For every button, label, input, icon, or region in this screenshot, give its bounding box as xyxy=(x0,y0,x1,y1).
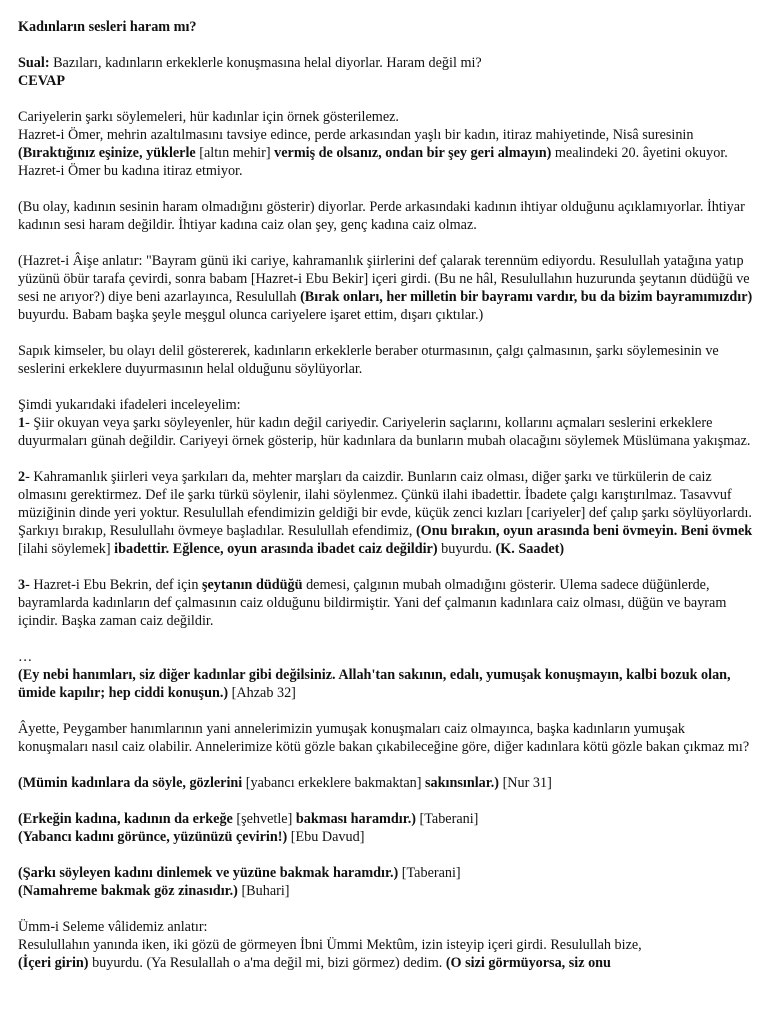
item-number: 1 xyxy=(18,415,26,431)
paragraph-7: 3- Hazret-i Ebu Bekrin, def için şeytanın düdüğü demesi, çalgının mubah olmadığını gösterir. Ulema sadece düğünlerde, bayramlarda kadınların def çalmasının caiz olduğunu bildirmiştir. Yani def çalmanın kadınlara caiz olması, düğün ve bayram içindir. Başka zaman caiz değildir. xyxy=(18,577,727,629)
paragraph-6: 2- Kahramanlık şiirleri veya şarkıları da, mehter marşları da caizdir. Bunların caiz olması, diğer şarkı ve türkülerin de caiz olmasını gerektirmez. Def ile şarkı türkü söylenir, ilahi söylenmez. Çünkü ilahi ibadettir. İbadete çalgı karıştırılmaz. Tasavvuf müziğinin dinde yeri yoktur. Resulullah efendimizin geldiği bir evde, küçük zenci kızları [cariyeler] def çalıp şarkı söylüyorlardı. Şarkıyı bırakıp, Resulullahı övmeye başladılar. Resulullah efendimiz, (Onu bırakın, oyun arasında beni övmeyin. Beni övmek [ilahi söylemek] ibadettir. Eğlence, oyun arasında ibadet caiz değildir) buyurdu. (K. Saadet) xyxy=(18,469,753,557)
question-label: Sual: xyxy=(18,55,50,71)
paragraph-5: Şimdi yukarıdaki ifadeleri inceleyelim: 1- Şiir okuyan veya şarkı söyleyenler, hür kadın değil cariyedir. Cariyelerin saçlarını, kollarını açmaları seslerini erkeklere duyurmaları günah değildir. Cariyeyi örnek gösterip, hür kadınlara da bunların mubah olacağını söylemek Müslümana yakışmaz. xyxy=(18,397,751,449)
paragraph-9: Âyette, Peygamber hanımlarının yani annelerimizin yumuşak konuşmaları caiz olmayınca, başka kadınların yumuşak konuşmaları nasıl caiz olabilir. Annelerimize kötü gözle bakan çıkabileceğine göre, diğer kadınlara kötü gözle bakan çıkmaz mı? xyxy=(18,721,750,755)
ellipsis: … xyxy=(18,649,33,665)
question xyxy=(18,54,753,72)
paragraph-4: Sapık kimseler, bu olayı delil göstererek, kadınların erkeklerle beraber oturmasının, çalgı çalmasının, şarkı söylemesinin ve seslerini erkeklere duyurmasının helal olduğunu söylüyorlar. xyxy=(18,343,719,377)
item-number: 2 xyxy=(18,469,26,485)
paragraph-8: … (Ey nebi hanımları, siz diğer kadınlar gibi değilsiniz. Allah'tan sakının, edalı, yumuşak konuşmayın, kalbi bozuk olan, ümide kapılır; hep ciddi konuşun.) [Ahzab 32] xyxy=(18,649,731,701)
paragraph-12: (Şarkı söyleyen kadını dinlemek ve yüzüne bakmak haramdır.) [Taberani] (Namahreme bakmak göz zinasıdır.) [Buhari] xyxy=(18,865,461,899)
answer-heading: CEVAP xyxy=(18,73,66,89)
paragraph-11: (Erkeğin kadına, kadının da erkeğe [şehvetle] bakması haramdır.) [Taberani] (Yabancı kadını görünce, yüzünüzü çevirin!) [Ebu Davud] xyxy=(18,811,479,845)
question-text: Bazıları, kadınların erkeklerle konuşmasına helal diyorlar. Haram değil mi? xyxy=(49,55,482,71)
paragraph-1: Cariyelerin şarkı söylemeleri, hür kadınlar için örnek gösterilemez. Hazret-i Ömer, mehrin azaltılmasını tavsiye edince, perde arkasından yaşlı bir kadın, itiraz mahiyetinde, Nisâ suresinin (Bıraktığınız eşinize, yüklerle [altın mehir] vermiş de olsanız, ondan bir şey geri almayın) mealindeki 20. âyetini okuyor. Hazret-i Ömer bu kadına itiraz etmiyor. xyxy=(18,109,728,179)
paragraph-3: (Hazret-i Âişe anlatır: "Bayram günü iki cariye, kahramanlık şiirlerini def çalarak terennüm ediyordu. Resulullah yatağına yatıp yüzünü öbür tarafa çevirdi, sonra babam [Hazret-i Ebu Bekir] içeri girdi. (Bu ne hâl, Resulullahın huzurunda şeytanın düdüğü ve sesi ne arıyor?) diye beni azarlayınca, Resulullah (Bırak onları, her milletin bir bayramı vardır, bu da bizim bayramımızdır) buyurdu. Babam başka şeyle meşgul olunca cariyelere işaret ettim, dışarı çıktılar.) xyxy=(18,253,753,323)
paragraph-10: (Mümin kadınlara da söyle, gözlerini [yabancı erkeklere bakmaktan] sakınsınlar.) [Nur 31] xyxy=(18,775,552,791)
item-number: 3 xyxy=(18,577,26,593)
document xyxy=(18,18,753,990)
document-title: Kadınların sesleri haram mı? xyxy=(18,19,197,35)
paragraph-2: (Bu olay, kadının sesinin haram olmadığını gösterir) diyorlar. Perde arkasındaki kadının ihtiyar olduğunu açıklamıyorlar. İhtiyar kadının sesi haram değildir. İhtiyar kadına caiz olan şey, genç kadına caiz olmaz. xyxy=(18,199,745,233)
paragraph-13: Ümm-i Seleme vâlidemiz anlatır: Resulullahın yanında iken, iki gözü de görmeyen İbni Ümmi Mektûm, izin isteyip içeri girdi. Resulullah bize, (İçeri girin) buyurdu. (Ya Resulallah o a'ma değil mi, bizi görmez) dedim. (O sizi görmüyorsa, siz onu xyxy=(18,919,642,971)
